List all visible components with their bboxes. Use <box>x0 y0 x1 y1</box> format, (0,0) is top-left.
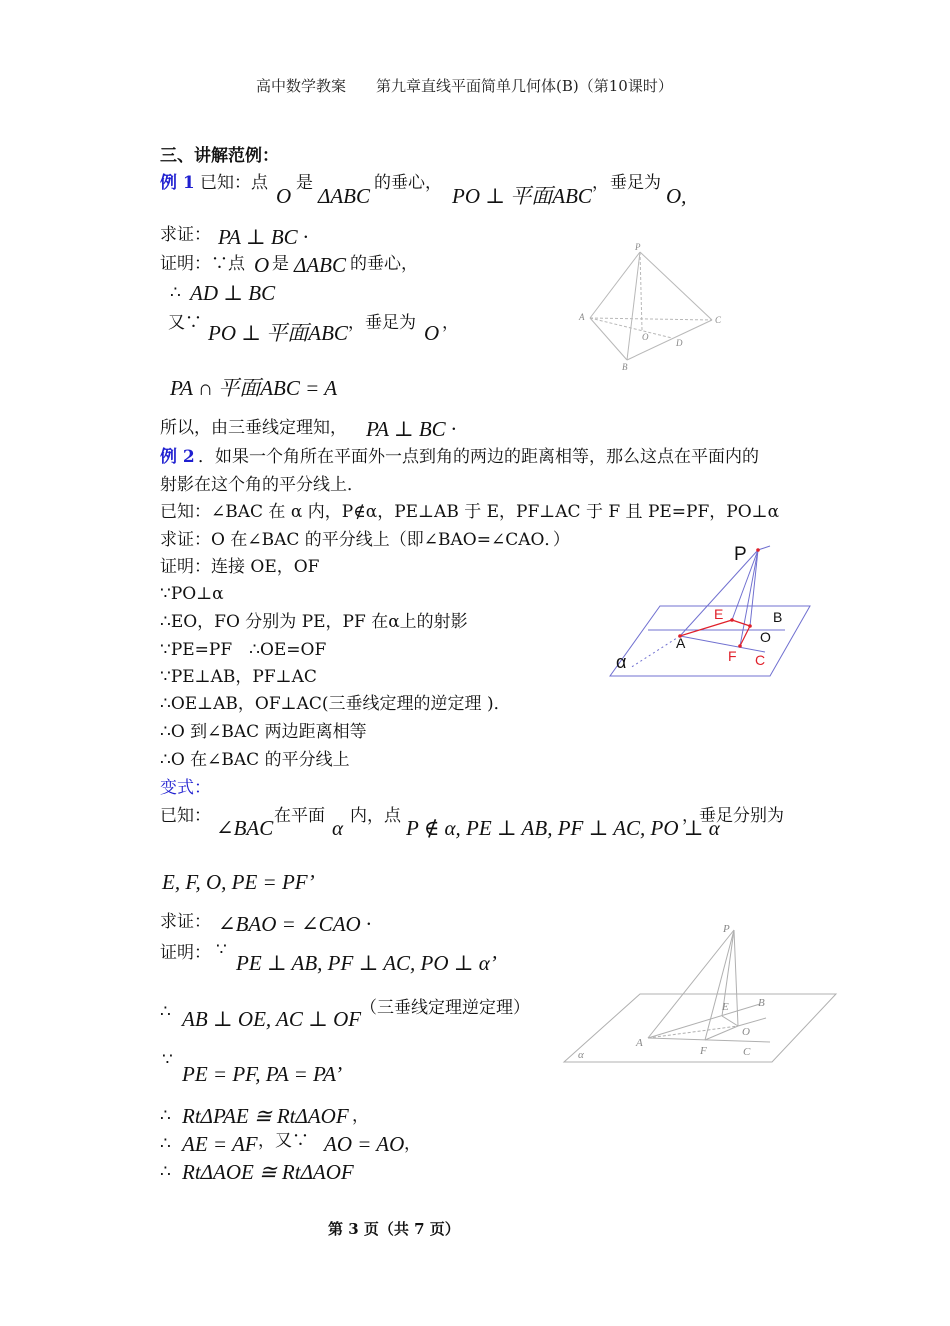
variant-proof-label: 证明： <box>160 943 211 963</box>
figure1-edge-ab <box>590 318 627 360</box>
example1-proof-orthocenter: 的垂心， <box>350 254 418 274</box>
example1-proof-triangle: ΔABC <box>294 253 346 277</box>
example2-prove: 求证：O 在∠BAC 的平分线上（即∠BAO=∠CAO．） <box>160 530 570 550</box>
figure3-label-c: C <box>743 1046 751 1058</box>
figure1-label-p: P <box>635 242 641 252</box>
figure2-label-e: E <box>714 606 724 622</box>
example1-label: 例 1 <box>160 173 195 193</box>
variant-alpha: α <box>332 816 344 840</box>
variant-proof-expr1: PE ⊥ AB, PF ⊥ AC, PO ⊥ α’ <box>236 951 497 975</box>
example1-is: 是 <box>296 173 313 193</box>
variant-line5-comma: ， <box>404 1134 421 1154</box>
variant-because-symbol-2: ∵ <box>162 1050 173 1070</box>
example1-foot-o: O, <box>666 184 687 208</box>
variant-prove-label: 求证： <box>160 912 211 932</box>
variant-therefore-symbol: ∴ <box>160 1002 171 1022</box>
example1-conclusion-expr: PA ⊥ BC · <box>366 417 457 441</box>
variant-conditions: P ∉ α, PE ⊥ AB, PF ⊥ AC, PO ⊥ α <box>406 816 720 840</box>
example1-given-prefix: 已知：点 <box>200 173 268 193</box>
figure3-label-e: E <box>722 1001 729 1013</box>
figure3-line-o-ext <box>738 1018 766 1026</box>
figure1-label-d: D <box>676 338 683 348</box>
example2-proof-1: 证明：连接 OE，OF <box>160 557 320 577</box>
example1-intersection: PA ∩ 平面ABC = A <box>170 376 338 400</box>
figure3-line-eo <box>722 1016 738 1026</box>
variant-feet: E, F, O, PE = PF’ <box>162 870 315 894</box>
figure3-label-alpha: α <box>578 1049 584 1061</box>
example2-proof-3: ∴EO，FO 分别为 PE，PF 在α上的射影 <box>160 612 468 632</box>
variant-proof-note: （三垂线定理逆定理） <box>360 998 530 1018</box>
figure2-line-eo-red <box>732 620 750 626</box>
example1-proof-label: 证明：∵点 <box>160 254 245 274</box>
figure1-edge-pb <box>627 252 640 360</box>
example2-given: 已知：∠BAC 在 α 内，P∉α，PE⊥AB 于 E，PF⊥AC 于 F 且 PE=PF，PO⊥α <box>160 502 780 522</box>
figure1-tetrahedron <box>572 240 732 375</box>
variant-line5-symbol: ∴ <box>160 1134 171 1154</box>
variant-because-symbol: ∵ <box>216 940 227 960</box>
example1-also-comma: ， <box>442 313 459 333</box>
figure2-line-extension <box>758 546 770 550</box>
figure2-label-alpha: α <box>616 652 627 672</box>
variant-line4-comma: ， <box>352 1106 369 1126</box>
example2-statement-line2: 射影在这个角的平分线上． <box>160 475 364 495</box>
figure2-point-e <box>730 618 734 622</box>
figure1-label-c: C <box>715 315 722 325</box>
figure2-line-dashed <box>630 636 680 668</box>
figure2-point-p <box>756 548 760 552</box>
figure3-label-f: F <box>700 1045 707 1057</box>
figure2-label-a: A <box>676 635 686 651</box>
variant-in-plane: 在平面 <box>274 806 325 826</box>
figure2-label-c: C <box>755 652 766 668</box>
figure3-label-o: O <box>742 1026 750 1038</box>
figure1-line-ad <box>590 318 672 338</box>
variant-proof-expr2: AB ⊥ OE, AC ⊥ OF <box>182 1007 362 1031</box>
example1-proof-o: O <box>254 253 270 277</box>
example1-also-expr: PO ⊥ 平面ABC <box>208 321 348 345</box>
example1-also-o: O <box>424 321 440 345</box>
example1-conclusion-text: 所以，由三垂线定理知， <box>160 418 347 438</box>
variant-line5-mid: ，又∵ <box>258 1131 309 1151</box>
variant-line6-symbol: ∴ <box>160 1162 171 1182</box>
figure2-label-o: O <box>760 629 771 645</box>
figure3-line-pf <box>705 930 734 1040</box>
example1-therefore-expr: AD ⊥ BC <box>190 281 276 305</box>
example1-comma: ， <box>592 173 609 193</box>
figure3-line-of <box>705 1026 738 1040</box>
figure3-projection <box>560 918 840 1068</box>
figure3-label-a: A <box>636 1037 643 1049</box>
example1-also-foot: ，垂足为 <box>348 313 416 333</box>
example1-orthocenter: 的垂心， <box>374 173 442 193</box>
figure2-point-o <box>748 624 752 628</box>
variant-angle: ∠BAC <box>216 816 274 840</box>
figure2-label-p: P <box>734 544 747 565</box>
page-footer: 第 3 页（共 7 页） <box>328 1220 460 1238</box>
variant-line5-expr: AE = AF <box>182 1132 258 1156</box>
variant-given-label: 已知： <box>160 806 211 826</box>
variant-line5-expr2: AO = AO <box>324 1132 405 1156</box>
figure3-label-b: B <box>758 997 765 1009</box>
example1-prove-expr: PA ⊥ BC · <box>218 225 309 249</box>
figure1-label-a: A <box>579 312 585 322</box>
figure1-label-o: O <box>642 332 649 342</box>
figure1-edge-ac <box>590 318 712 320</box>
variant-foot-label: ，垂足分别为 <box>682 806 784 826</box>
figure2-projection <box>600 538 820 683</box>
example2-statement-line1: ．如果一个角所在平面外一点到角的两边的距离相等，那么这点在平面内的 <box>198 447 759 467</box>
figure2-line-ac <box>680 636 765 652</box>
variant-line4-expr: RtΔPAE ≅ RtΔAOF <box>182 1104 349 1128</box>
section-title: 三、讲解范例： <box>160 146 279 166</box>
example1-perp: PO ⊥ 平面ABC <box>452 184 592 208</box>
example1-prove-label: 求证： <box>160 225 211 245</box>
figure1-edge-bc <box>627 320 712 360</box>
variant-line6-expr: RtΔAOE ≅ RtΔAOF <box>182 1160 354 1184</box>
example1-also-label: 又∵ <box>168 313 202 333</box>
example2-proof-4: ∵PE=PF ∴OE=OF <box>160 640 327 660</box>
figure1-label-b: B <box>622 362 628 372</box>
example2-proof-6: ∴OE⊥AB，OF⊥AC(三垂线定理的逆定理 )． <box>160 694 511 714</box>
variant-label: 变式： <box>160 778 211 798</box>
figure2-label-b: B <box>773 609 783 625</box>
example2-label: 例 2 <box>160 447 195 467</box>
figure2-point-f <box>738 644 742 648</box>
figure1-edge-pa <box>590 252 640 318</box>
example1-proof-is: 是 <box>272 254 289 274</box>
variant-in-point: 内，点 <box>350 806 401 826</box>
figure1-edge-pc <box>640 252 712 320</box>
example2-proof-2: ∵PO⊥α <box>160 584 224 604</box>
variant-prove-expr: ∠BAO = ∠CAO · <box>218 912 372 936</box>
example2-proof-8: ∴O 在∠BAC 的平分线上 <box>160 750 350 770</box>
example2-proof-7: ∴O 到∠BAC 两边距离相等 <box>160 722 367 742</box>
example1-triangle: ΔABC <box>318 184 370 208</box>
figure3-line-pa <box>648 930 734 1038</box>
example2-proof-5: ∵PE⊥AB，PF⊥AC <box>160 667 317 687</box>
figure3-label-p: P <box>723 923 730 935</box>
example1-therefore-symbol: ∴ <box>170 283 181 303</box>
figure2-label-f: F <box>728 648 737 664</box>
example1-point-o: O <box>276 184 292 208</box>
page-header: 高中数学教案 第九章直线平面简单几何体(B)（第10课时） <box>256 77 673 95</box>
variant-line4-symbol: ∴ <box>160 1106 171 1126</box>
figure1-height-po <box>640 252 642 330</box>
variant-proof-expr3: PE = PF, PA = PA’ <box>182 1062 343 1086</box>
example1-foot-label: 垂足为 <box>610 173 661 193</box>
